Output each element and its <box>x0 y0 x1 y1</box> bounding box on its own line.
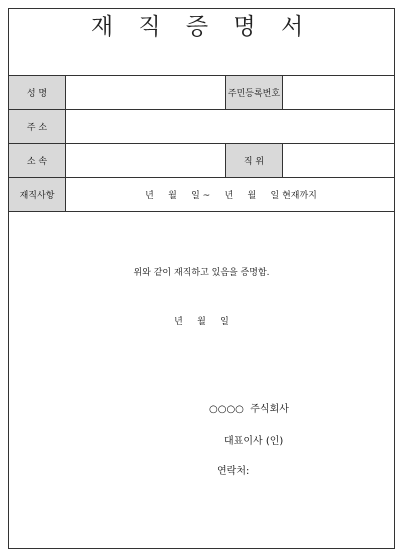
resident-id-field[interactable] <box>283 76 396 109</box>
document-title: 재 직 증 명 서 <box>90 14 313 40</box>
label-employment: 재직사항 <box>9 178 66 211</box>
label-address: 주 소 <box>9 110 66 143</box>
label-name: 성 명 <box>9 76 66 109</box>
label-department: 소 속 <box>9 144 66 177</box>
department-field[interactable] <box>66 144 226 177</box>
address-field[interactable] <box>66 110 396 143</box>
row-employment <box>9 177 394 211</box>
ceo-signature: 대표이사 (인) <box>224 436 284 447</box>
employment-period[interactable]: 년 월 일 ~ 년 월 일 현재까지 <box>145 191 317 201</box>
name-field[interactable] <box>66 76 226 109</box>
label-position: 직 위 <box>226 144 283 177</box>
certification-text: 위와 같이 재직하고 있음을 증명함. <box>133 268 270 278</box>
row-department <box>9 143 394 177</box>
certificate-form <box>8 8 395 549</box>
issue-date: 년 월 일 <box>174 317 229 327</box>
certificate-body <box>9 211 394 550</box>
company-name: ○○○○ 주식회사 <box>209 404 289 415</box>
row-name <box>9 75 394 109</box>
row-address <box>9 109 394 143</box>
contact-label: 연락처: <box>217 466 250 477</box>
label-resident-id: 주민등록번호 <box>226 76 283 109</box>
position-field[interactable] <box>283 144 396 177</box>
